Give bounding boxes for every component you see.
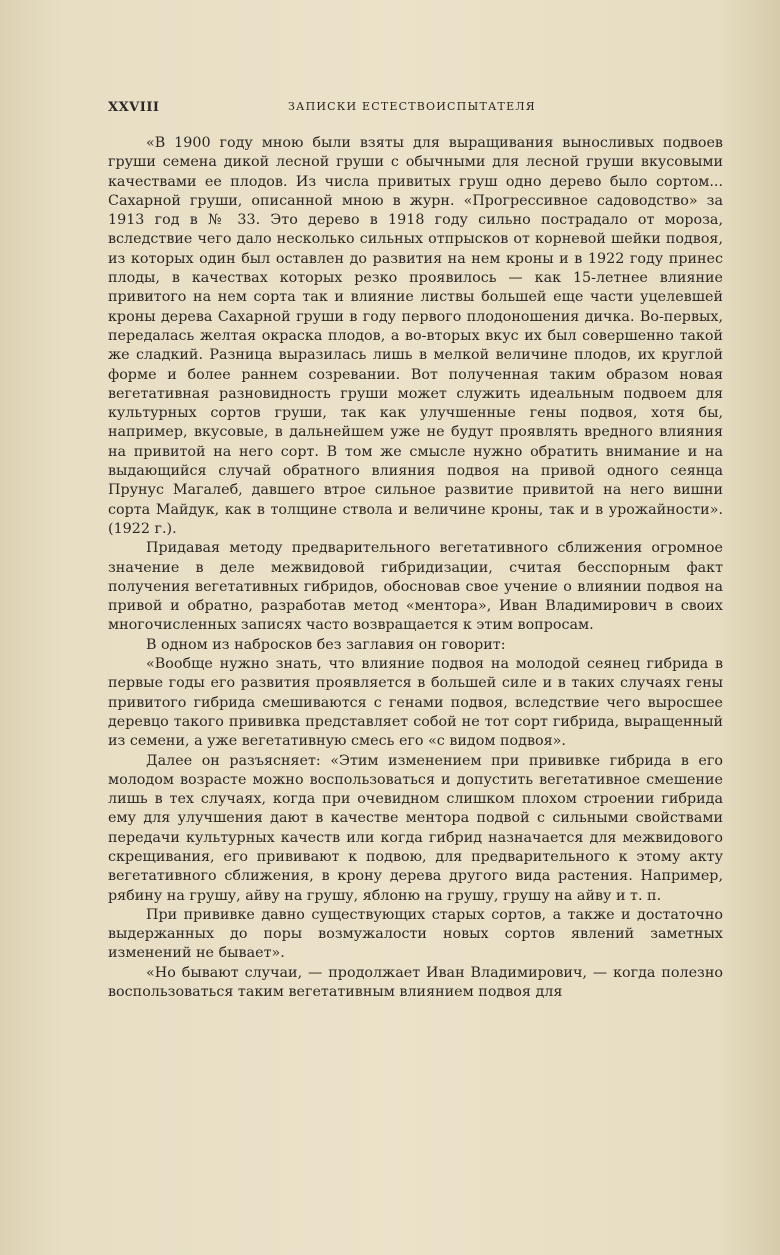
page-body	[108, 134, 723, 1002]
paragraph: «Вообще нужно знать, что влияние подвоя на молодой сеянец гибрида в первые годы его развития проявляется в большей силе и в таких случаях гены привитого гибрида смешиваются с генами подвоя, вследствие чего выросшее деревцо такого прививка представляет собой не тот сорт гибрида, выращенный из семени, а уже вегетативную смесь его «с видом подвоя».	[108, 656, 723, 750]
paragraph: «В 1900 году мною были взяты для выращивания выносливых подвоев груши семена дикой лесной груши с обычными для лесной груши вкусовыми качествами ее плодов. Из числа привитых груш одно дерево было сортом... Сахарной груши, описанной мною в журн. «Прогрессивное садоводство» за 1913 год в № 33. Это дерево в 1918 году сильно пострадало от мороза, вследствие чего дало несколько сильных отпрысков от корневой шейки подвоя, из которых один был оставлен до развития на нем кроны и в 1922 году принес плоды, в качествах которых резко проявилось — как 15-летнее влияние привитого на нем сорта так и влияние листвы большей еще части уцелевшей кроны дерева Сахарной груши в году первого плодоношения дичка. Во-первых, передалась желтая окраска плодов, а во-вторых вкус их был совершенно такой же сладкий. Разница выразилась лишь в мелкой величине плодов, их круглой форме и более раннем созревании. Вот полученная таким образом новая вегетативная разновидность груши может служить идеальным подвоем для культурных сортов груши, так как улучшенные гены подвоя, хотя бы, например, вкусовые, в дальнейшем уже не будут проявлять вредного влияния на привитой на него сорт. В том же смысле нужно обратить внимание и на выдающийся случай обратного влияния подвоя на привой одного сеянца Прунус Магалеб, давшего втрое сильное развитие привитой на него вишни сорта Майдук, как в толщине ствола и величине кроны, так и в урожайности». (1922 г.).	[108, 135, 723, 537]
paragraph: «Но бывают случаи, — продолжает Иван Владимирович, — когда полезно воспользоваться таким вегетативным влиянием подвоя для	[108, 964, 723, 1001]
page-header	[108, 100, 723, 124]
running-title: ЗАПИСКИ ЕСТЕСТВОИСПЫТАТЕЛЯ	[288, 100, 536, 113]
paragraph: Придавая методу предварительного вегетативного сближения огромное значение в деле межвидовой гибридизации, считая бесспорным факт получения вегетативных гибридов, обосновав свое учение о влиянии подвоя на привой и обратно, разработав метод «ментора», Иван Владимирович в своих многочисленных записях часто возвращается к этим вопросам.	[108, 540, 723, 634]
paragraph: В одном из набросков без заглавия он говорит:	[146, 636, 506, 653]
page-number: XXVIII	[108, 100, 160, 115]
paragraph: Далее он разъясняет: «Этим изменением при прививке гибрида в его молодом возрасте можно воспользоваться и допустить вегетативное смешение лишь в тех случаях, когда при очевидном слишком плохом строении гибрида ему для улучшения дают в качестве ментора подвой с сильными свойствами передачи культурных качеств или когда гибрид назначается для межвидового скрещивания, его прививают к подвою, для предварительного к этому акту вегетативного сближения, в крону дерева другого вида растения. Например, рябину на грушу, айву на грушу, яблоню на грушу, грушу на айву и т. п.	[108, 752, 723, 904]
paragraph: При прививке давно существующих старых сортов, а также и достаточно выдержанных до поры возмужалости новых сортов явлений заметных изменений не бывает».	[108, 906, 723, 962]
